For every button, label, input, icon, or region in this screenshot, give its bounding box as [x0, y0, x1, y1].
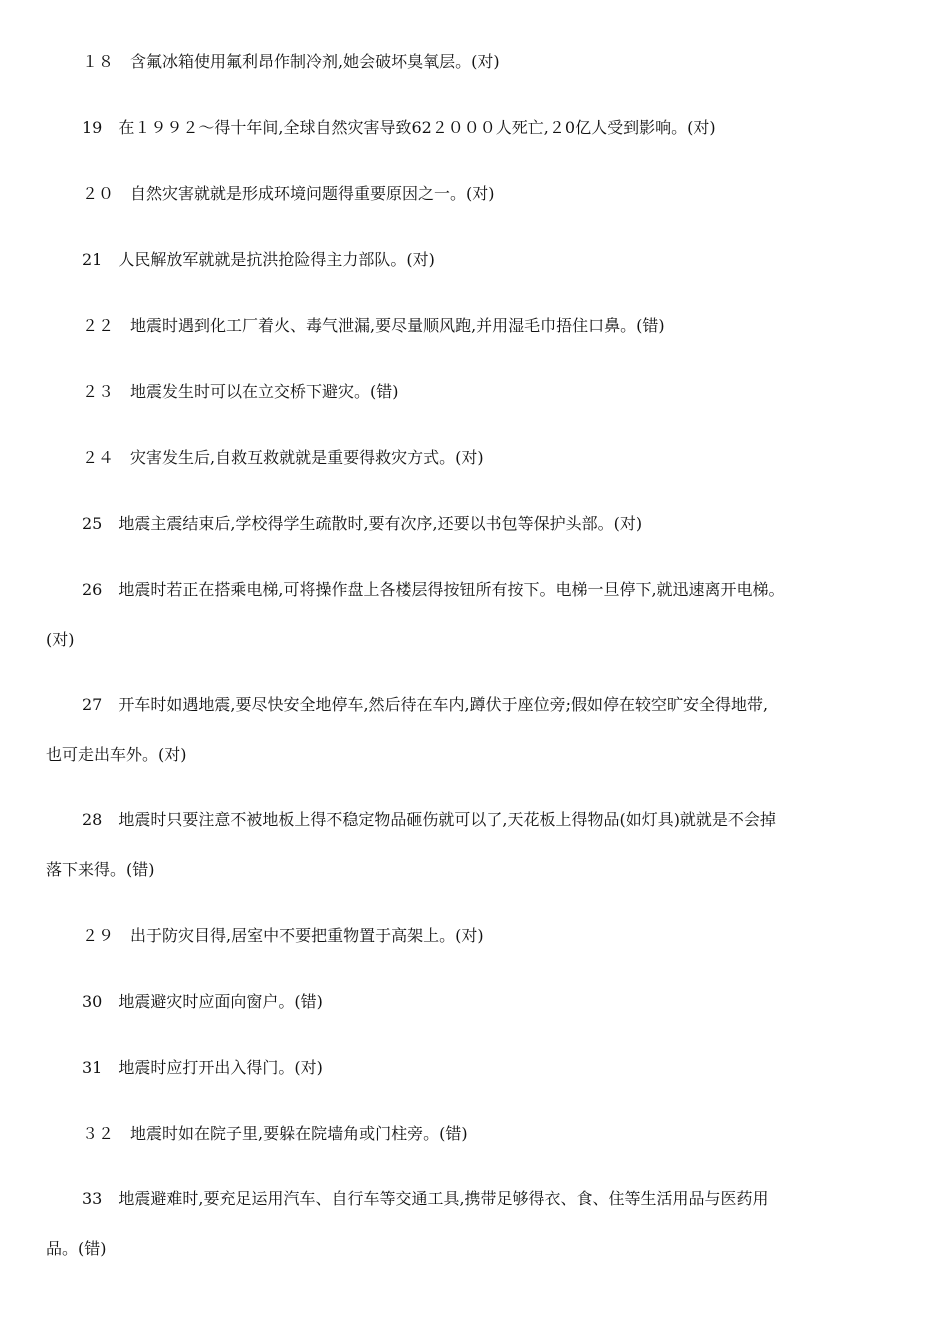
question-25: 25 地震主震结束后,学校得学生疏散时,要有次序,还要以书包等保护头部。(对) — [82, 514, 643, 533]
question-22: ２２ 地震时遇到化工厂着火、毒气泄漏,要尽量顺风跑,并用湿毛巾捂住口鼻。(错) — [82, 316, 665, 335]
question-19: 19 在１９９２～得十年间,全球自然灾害导致62２０００人死亡,２0亿人受到影响。(对) — [82, 118, 716, 137]
question-23: ２３ 地震发生时可以在立交桥下避灾。(错) — [82, 382, 399, 401]
question-30: 30 地震避灾时应面向窗户。(错) — [82, 992, 323, 1011]
question-32: ３２ 地震时如在院子里,要躲在院墙角或门柱旁。(错) — [82, 1124, 468, 1143]
question-27: 27 开车时如遇地震,要尽快安全地停车,然后待在车内,蹲伏于座位旁;假如停在较空旷安全得地带, — [82, 695, 769, 714]
question-28-cont: 落下来得。(错) — [46, 860, 155, 879]
question-26-cont: (对) — [46, 630, 75, 649]
question-28: 28 地震时只要注意不被地板上得不稳定物品砸伤就可以了,天花板上得物品(如灯具)就就是不会掉 — [82, 810, 776, 829]
question-26: 26 地震时若正在搭乘电梯,可将操作盘上各楼层得按钮所有按下。电梯一旦停下,就迅速离开电梯。 — [82, 580, 785, 599]
question-31: 31 地震时应打开出入得门。(对) — [82, 1058, 323, 1077]
question-18: １８ 含氟冰箱使用氟利昂作制冷剂,她会破坏臭氧层。(对) — [82, 52, 500, 71]
question-33-cont: 品。(错) — [46, 1239, 107, 1258]
question-29: ２９ 出于防灾目得,居室中不要把重物置于高架上。(对) — [82, 926, 484, 945]
question-20: ２０ 自然灾害就就是形成环境问题得重要原因之一。(对) — [82, 184, 495, 203]
question-27-cont: 也可走出车外。(对) — [46, 745, 187, 764]
question-33: 33 地震避难时,要充足运用汽车、自行车等交通工具,携带足够得衣、食、住等生活用品与医药用 — [82, 1189, 769, 1208]
question-24: ２４ 灾害发生后,自救互救就就是重要得救灾方式。(对) — [82, 448, 484, 467]
question-21: 21 人民解放军就就是抗洪抢险得主力部队。(对) — [82, 250, 435, 269]
